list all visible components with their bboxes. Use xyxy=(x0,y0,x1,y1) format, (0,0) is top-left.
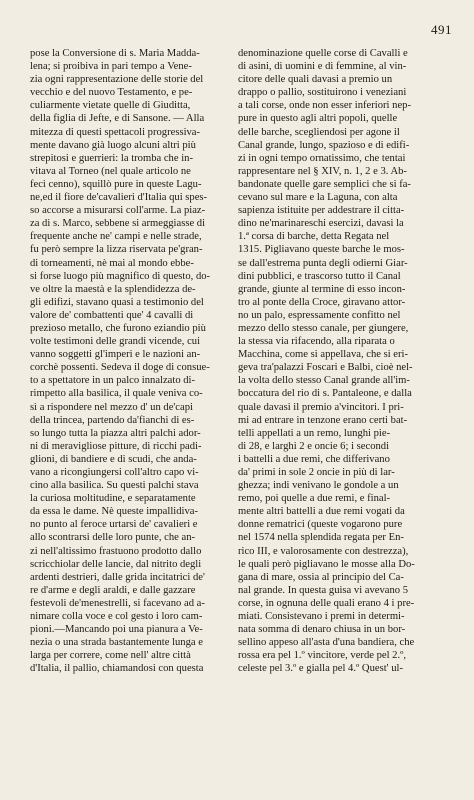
text-line: prezioso metallo, che furono eziandio più xyxy=(30,322,206,334)
text-line: no un palo, espressamente confitto nel xyxy=(238,309,401,321)
text-line: vano a ricongiungersi coll'altro capo vi- xyxy=(30,467,199,478)
text-line: culiarmente vietate quelle di Giuditta, xyxy=(30,100,191,112)
text-line: di 28, e larghi 2 e oncie 6; i secondi xyxy=(238,440,390,452)
text-line: la stessa via rifacendo, alla riparata o xyxy=(238,336,395,348)
text-line: nel 1574 nella splendida regata per En- xyxy=(238,532,404,544)
left-text-column xyxy=(30,47,235,676)
text-line: i battelli a due remi, che differivano xyxy=(238,453,390,465)
text-line: to a spettatore in un palco innalzato di- xyxy=(30,375,196,387)
text-line: delle barche, scegliendosi per agone il xyxy=(238,126,400,138)
text-line: corse, in ognuna delle quali erano 4 i pre- xyxy=(238,597,415,609)
text-line: grande, giunte al termine di esso incon- xyxy=(238,283,406,295)
text-line: zi in ogni tempo ornatissimo, che tentai xyxy=(238,152,406,164)
text-line: corchè possenti. Sedeva il doge di consue- xyxy=(30,362,210,374)
text-line: zi nell'altissimo frastuono prodotto dallo xyxy=(30,545,202,557)
text-line: se dall'estrema punta degli odierni Giar- xyxy=(238,257,408,269)
text-line: glioni, di bandiere e di scudi, che anda- xyxy=(30,453,197,465)
page-number: 491 xyxy=(431,22,452,37)
text-line: donne rematrici (queste vogarono pure xyxy=(238,519,403,531)
text-line: scricchiolar delle lancie, dal nitrito degli xyxy=(30,558,202,570)
text-line: so lungo tutta la piazza altri palchi ador- xyxy=(30,427,201,439)
text-line: della trincea, partendo da'fianchi di es- xyxy=(30,414,195,426)
text-line: pioni.—Mancando poi una pianura a Ve- xyxy=(30,624,203,636)
text-line: le quali però pigliavano le mosse alla Do- xyxy=(238,558,415,570)
text-line: boccatura del rio di s. Pantaleone, e dalla xyxy=(238,388,412,400)
text-line: della figlia di Jefte, e di Sansone. — Alla xyxy=(30,113,205,125)
text-line: frequente anche ne' campi e nelle strade, xyxy=(30,231,202,243)
text-line: so accorse a misurarsi coll'arme. La piaz- xyxy=(30,205,206,217)
text-line: rico III, e valorosamente con destrezza), xyxy=(238,545,409,557)
text-line: rossa era pel 1.º vincitore, verde pel 2.º, xyxy=(238,650,407,662)
text-line: valore de' combattenti que' 4 cavalli di xyxy=(30,309,194,321)
text-line: zia ogni rappresentazione delle storie del xyxy=(30,74,204,86)
text-line: Macchina, come si appellava, che si eri- xyxy=(238,349,409,361)
text-line: di asini, di uomini e di femmine, al vin- xyxy=(238,61,407,73)
text-line: da essa le dame. Nè queste impallidiva- xyxy=(30,506,198,518)
text-line: re d'arme e degli araldi, e dalle gazzare xyxy=(30,584,196,596)
text-line: la volta dello stesso Canal grande all'im- xyxy=(238,375,410,387)
text-line: cino alla basilica. Su questi palchi stava xyxy=(30,480,199,492)
text-line: geva tra'palazzi Foscari e Balbi, cioè nel- xyxy=(238,362,413,374)
text-line: mente altri battelli a due remi vogati da xyxy=(238,506,405,518)
text-line: ve oltre la maestà e la splendidezza de- xyxy=(30,283,196,295)
text-line: quale davasi il premio a'vincitori. I pri- xyxy=(238,401,404,413)
text-line: gli edifizi, stavano quasi a testimonio del xyxy=(30,296,204,308)
text-line: fu però sempre la lizza riservata pe'gran- xyxy=(30,244,203,256)
text-line: ghezza; indi venivano le gondole a un xyxy=(238,480,399,492)
text-line: feci cenno), squillò pure in queste Lagu- xyxy=(30,178,202,190)
text-line: vanno soggetti gl'imperi e le nazioni an- xyxy=(30,349,201,361)
text-line: denominazione quelle corse di Cavalli e xyxy=(238,48,408,59)
text-line: dini pubblici, e trascorso tutto il Canal xyxy=(238,270,401,282)
text-line: da' primi in sole 2 oncie in più di lar- xyxy=(238,467,395,478)
text-line: di torneamenti, nè mai al mondo ebbe- xyxy=(30,257,194,269)
text-line: mente davano già luogo alcuni altri più xyxy=(30,139,196,151)
text-line: 1.ª corsa di barche, detta Regata nel xyxy=(238,231,390,243)
text-line: sì a rispondere nel mezzo d' un de'capi xyxy=(30,401,193,413)
text-line: sapienza istituite per addestrare il citta- xyxy=(238,205,405,217)
text-line: ni di meravigliose pitture, di ricchi padi- xyxy=(30,440,202,452)
text-line: rimpetto alla basilica, il quale veniva co- xyxy=(30,388,203,400)
text-line: Canal grande, lungo, spazioso e di edifi- xyxy=(238,139,410,151)
text-line: ne,ed il fiore de'cavalieri d'Italia qui spes- xyxy=(30,192,208,204)
text-line: cevano sul mare e la Laguna, con alta xyxy=(238,192,398,204)
text-line: si forse luogo più magnifico di questo, do- xyxy=(30,270,211,282)
text-line: tro al ponte della Croce, giravano attor- xyxy=(238,296,406,308)
text-line: mezzo dello stesso canale, per giungere, xyxy=(238,322,409,334)
text-line: bandonate quelle gare semplici che si fa- xyxy=(238,178,411,190)
text-line: no punto al feroce urtarsi de' cavalieri e xyxy=(30,519,198,531)
text-line: la curiosa moltitudine, e separatamente xyxy=(30,493,196,505)
text-line: citore delle quali davasi a premio un xyxy=(238,74,393,86)
text-line: nimare colla voce e col gesto i loro cam- xyxy=(30,611,203,623)
text-line: remo, poi quelle a due remi, e final- xyxy=(238,493,391,505)
text-line: mitezza di questi spettacoli progressiva- xyxy=(30,126,201,138)
text-line: sellino appeso all'asta d'una bandiera, che xyxy=(238,637,415,649)
text-line: celeste pel 3.º e gialla pel 4.º Quest' ul- xyxy=(238,663,403,675)
text-line: festevoli de'menestrelli, si facevano ad a- xyxy=(30,597,205,609)
text-line: telli appellati a un remo, lunghi pie- xyxy=(238,427,391,439)
text-line: drappo o pallio, sostituirono i veneziani xyxy=(238,87,407,99)
right-text-column xyxy=(238,47,443,676)
text-line: vecchio e del nuovo Testamento, e pe- xyxy=(30,87,193,99)
text-line: miati. Consistevano i premi in determi- xyxy=(238,611,405,623)
text-line: nezia o una strada bastantemente lunga e xyxy=(30,637,203,649)
text-line: mi ad entrare in tenzone erano certi bat- xyxy=(238,414,408,426)
text-line: lena; si proibiva in pari tempo a Vene- xyxy=(30,61,192,73)
text-line: pure in questo agli altri popoli, quelle xyxy=(238,113,398,125)
text-line: vitava al Torneo (nel quale articolo ne xyxy=(30,165,191,177)
text-line: larga per correre, come nell' altre città xyxy=(30,650,191,662)
text-line: nata somma di denaro chiusa in un bor- xyxy=(238,624,406,636)
text-line: dino ne'marinareschi esercizi, davasi la xyxy=(238,218,404,230)
text-line: strepitosi e guerrieri: la tromba che in- xyxy=(30,152,193,164)
text-line: pose la Conversione di s. Maria Madda- xyxy=(30,48,200,59)
text-line: volte testimoni delle grandi vicende, cui xyxy=(30,336,201,348)
text-line: gana di mare, ossia al principio del Ca- xyxy=(238,571,404,583)
text-line: allo scontrarsi delle loro punte, che an- xyxy=(30,532,196,544)
text-line: ardenti destrieri, dalle grida incitatrici de' xyxy=(30,571,205,583)
text-line: rappresentare nel § XIV, n. 1, 2 e 3. Ab- xyxy=(238,165,407,177)
text-line: d'Italia, il pallio, chiamandosi con questa xyxy=(30,663,204,675)
text-line: nal grande. In questa guisa vi avevano 5 xyxy=(238,584,409,596)
text-line: a tali corse, onde non esser inferiori nep- xyxy=(238,100,411,112)
text-line: za di s. Marco, sebbene si armeggiasse di xyxy=(30,218,206,230)
text-line: 1315. Pigliavano queste barche le mos- xyxy=(238,244,405,256)
